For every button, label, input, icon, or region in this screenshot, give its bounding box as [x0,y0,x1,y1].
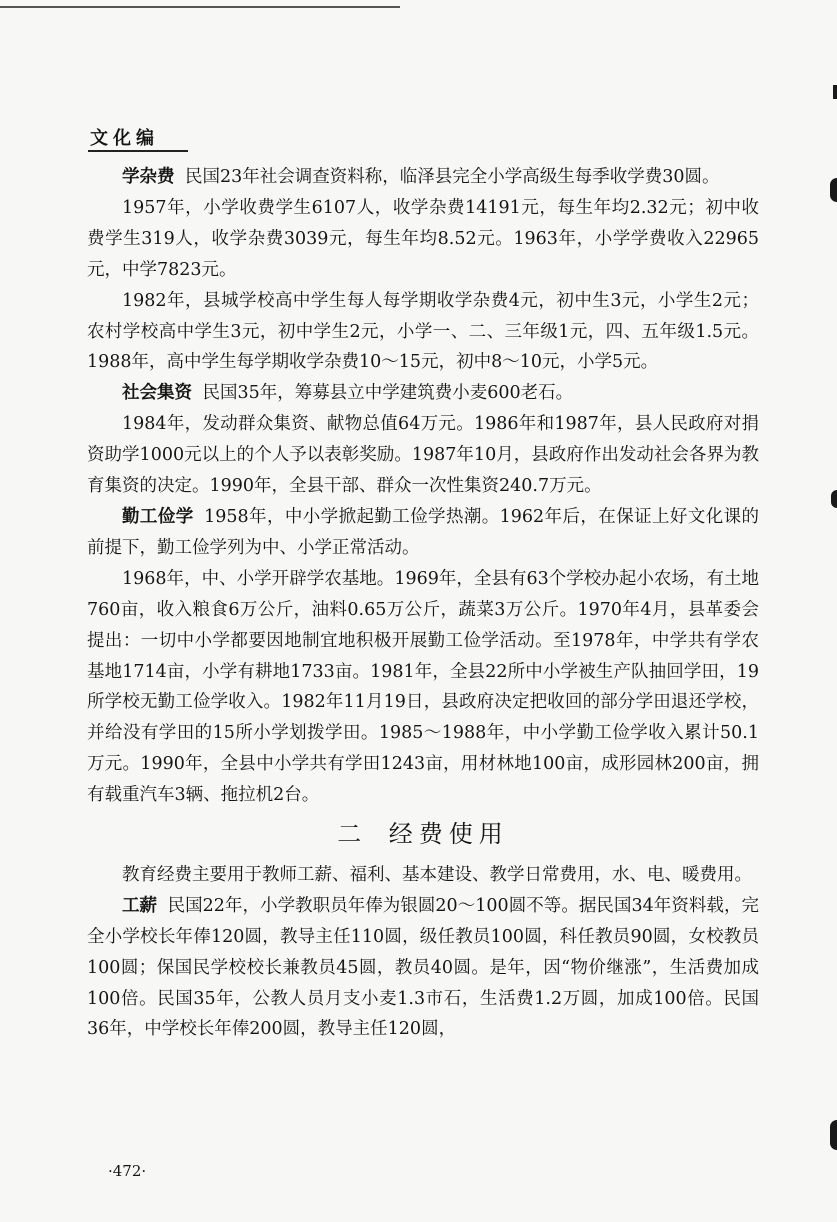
paragraph-term: 工薪 [122,895,158,916]
paragraph-text: 民国22年，小学教职员年俸为银圆20～100圆不等。据民国34年资料载，完全小学校长年俸120圆，教导主任110圆，级任教员100圆，科任教员90圆，女校教员100圆；保国民学校校长兼教员45圆，教员40圆。是年，因“物价继涨”，生活费加成100倍。民国35年，公教人员月支小麦1.3市石，生活费1.2万圆，加成100倍。民国36年，中学校长年俸200圆，教导主任120圆， [87,895,759,1040]
body-text [87,162,759,1045]
paragraph-term: 学杂费 [122,167,175,187]
paragraph-text: 民国35年，筹募县立中学建筑费小麦600老石。 [202,383,574,404]
paragraph-text: 民国23年社会调查资料称，临泽县完全小学高级生每季收学费30圆。 [185,167,720,187]
paragraph-text: 1982年，县城学校高中学生每人每学期收学杂费4元，初中生3元，小学生2元；农村学校高中学生3元，初中学生2元，小学一、二、三年级1元，四、五年级1.5元。1988年，高中学生每学期收学杂费10～15元，初中8～10元，小学5元。 [87,290,759,373]
paragraph [87,409,759,502]
paragraph [87,502,759,564]
paragraph [87,564,759,811]
paragraph [87,378,759,409]
binding-hole-mark [830,178,837,202]
paragraph-term: 社会集资 [122,383,192,404]
header-rule [88,150,188,152]
paragraph-text: 1984年，发动群众集资、献物总值64万元。1986年和1987年，县人民政府对捐资助学1000元以上的个人予以表彰奖励。1987年10月，县政府作出发动社会各界为教育集资的决定。1990年，全县干部、群众一次性集资240.7万元。 [87,414,759,497]
paragraph-text: 1968年，中、小学开辟学农基地。1969年，全县有63个学校办起小农场，有土地760亩，收入粮食6万公斤，油料0.65万公斤，蔬菜3万公斤。1970年4月，县革委会提出：一切中小学都要因地制宜地积极开展勤工俭学活动。至1978年，中学共有学农基地1714亩，小学有耕地1733亩。1981年，全县22所中小学被生产队抽回学田，19所学校无勤工俭学收入。1982年11月19日，县政府决定把收回的部分学田退还学校，并给没有学田的15所小学划拨学田。1985～1988年，中小学勤工俭学收入累计50.1万元。1990年，全县中小学共有学田1243亩，用材林地100亩，成形园林200亩，拥有载重汽车3辆、拖拉机2台。 [87,568,759,806]
running-header: 文化编 [90,128,159,149]
paragraph-text: 教育经费主要用于教师工薪、福利、基本建设、教学日常费用，水、电、暖费用。 [122,864,752,885]
section-title-text: 经费使用 [388,820,509,849]
scan-edge-line [0,6,400,8]
paragraph [87,860,759,891]
scan-mark [833,85,837,99]
paragraph-text: 1957年，小学收费学生6107人，收学杂费14191元，每生年均2.32元；初中收费学生319人，收学杂费3039元，每生年均8.52元。1963年，小学学费收入22965元，中学7823元。 [87,197,759,280]
paragraph-text: 1958年，中小学掀起勤工俭学热潮。1962年后，在保证上好文化课的前提下，勤工俭学列为中、小学正常活动。 [87,506,759,558]
page-number: ·472· [108,1162,147,1180]
section-number: 二 [337,820,368,849]
section-heading [87,819,759,850]
binding-hole-mark [830,1120,837,1150]
paragraph [87,193,759,286]
binding-hole-mark [831,490,837,508]
paragraph [87,286,759,379]
paragraph [87,162,759,193]
paragraph [87,891,759,1046]
paragraph-term: 勤工俭学 [122,506,194,527]
